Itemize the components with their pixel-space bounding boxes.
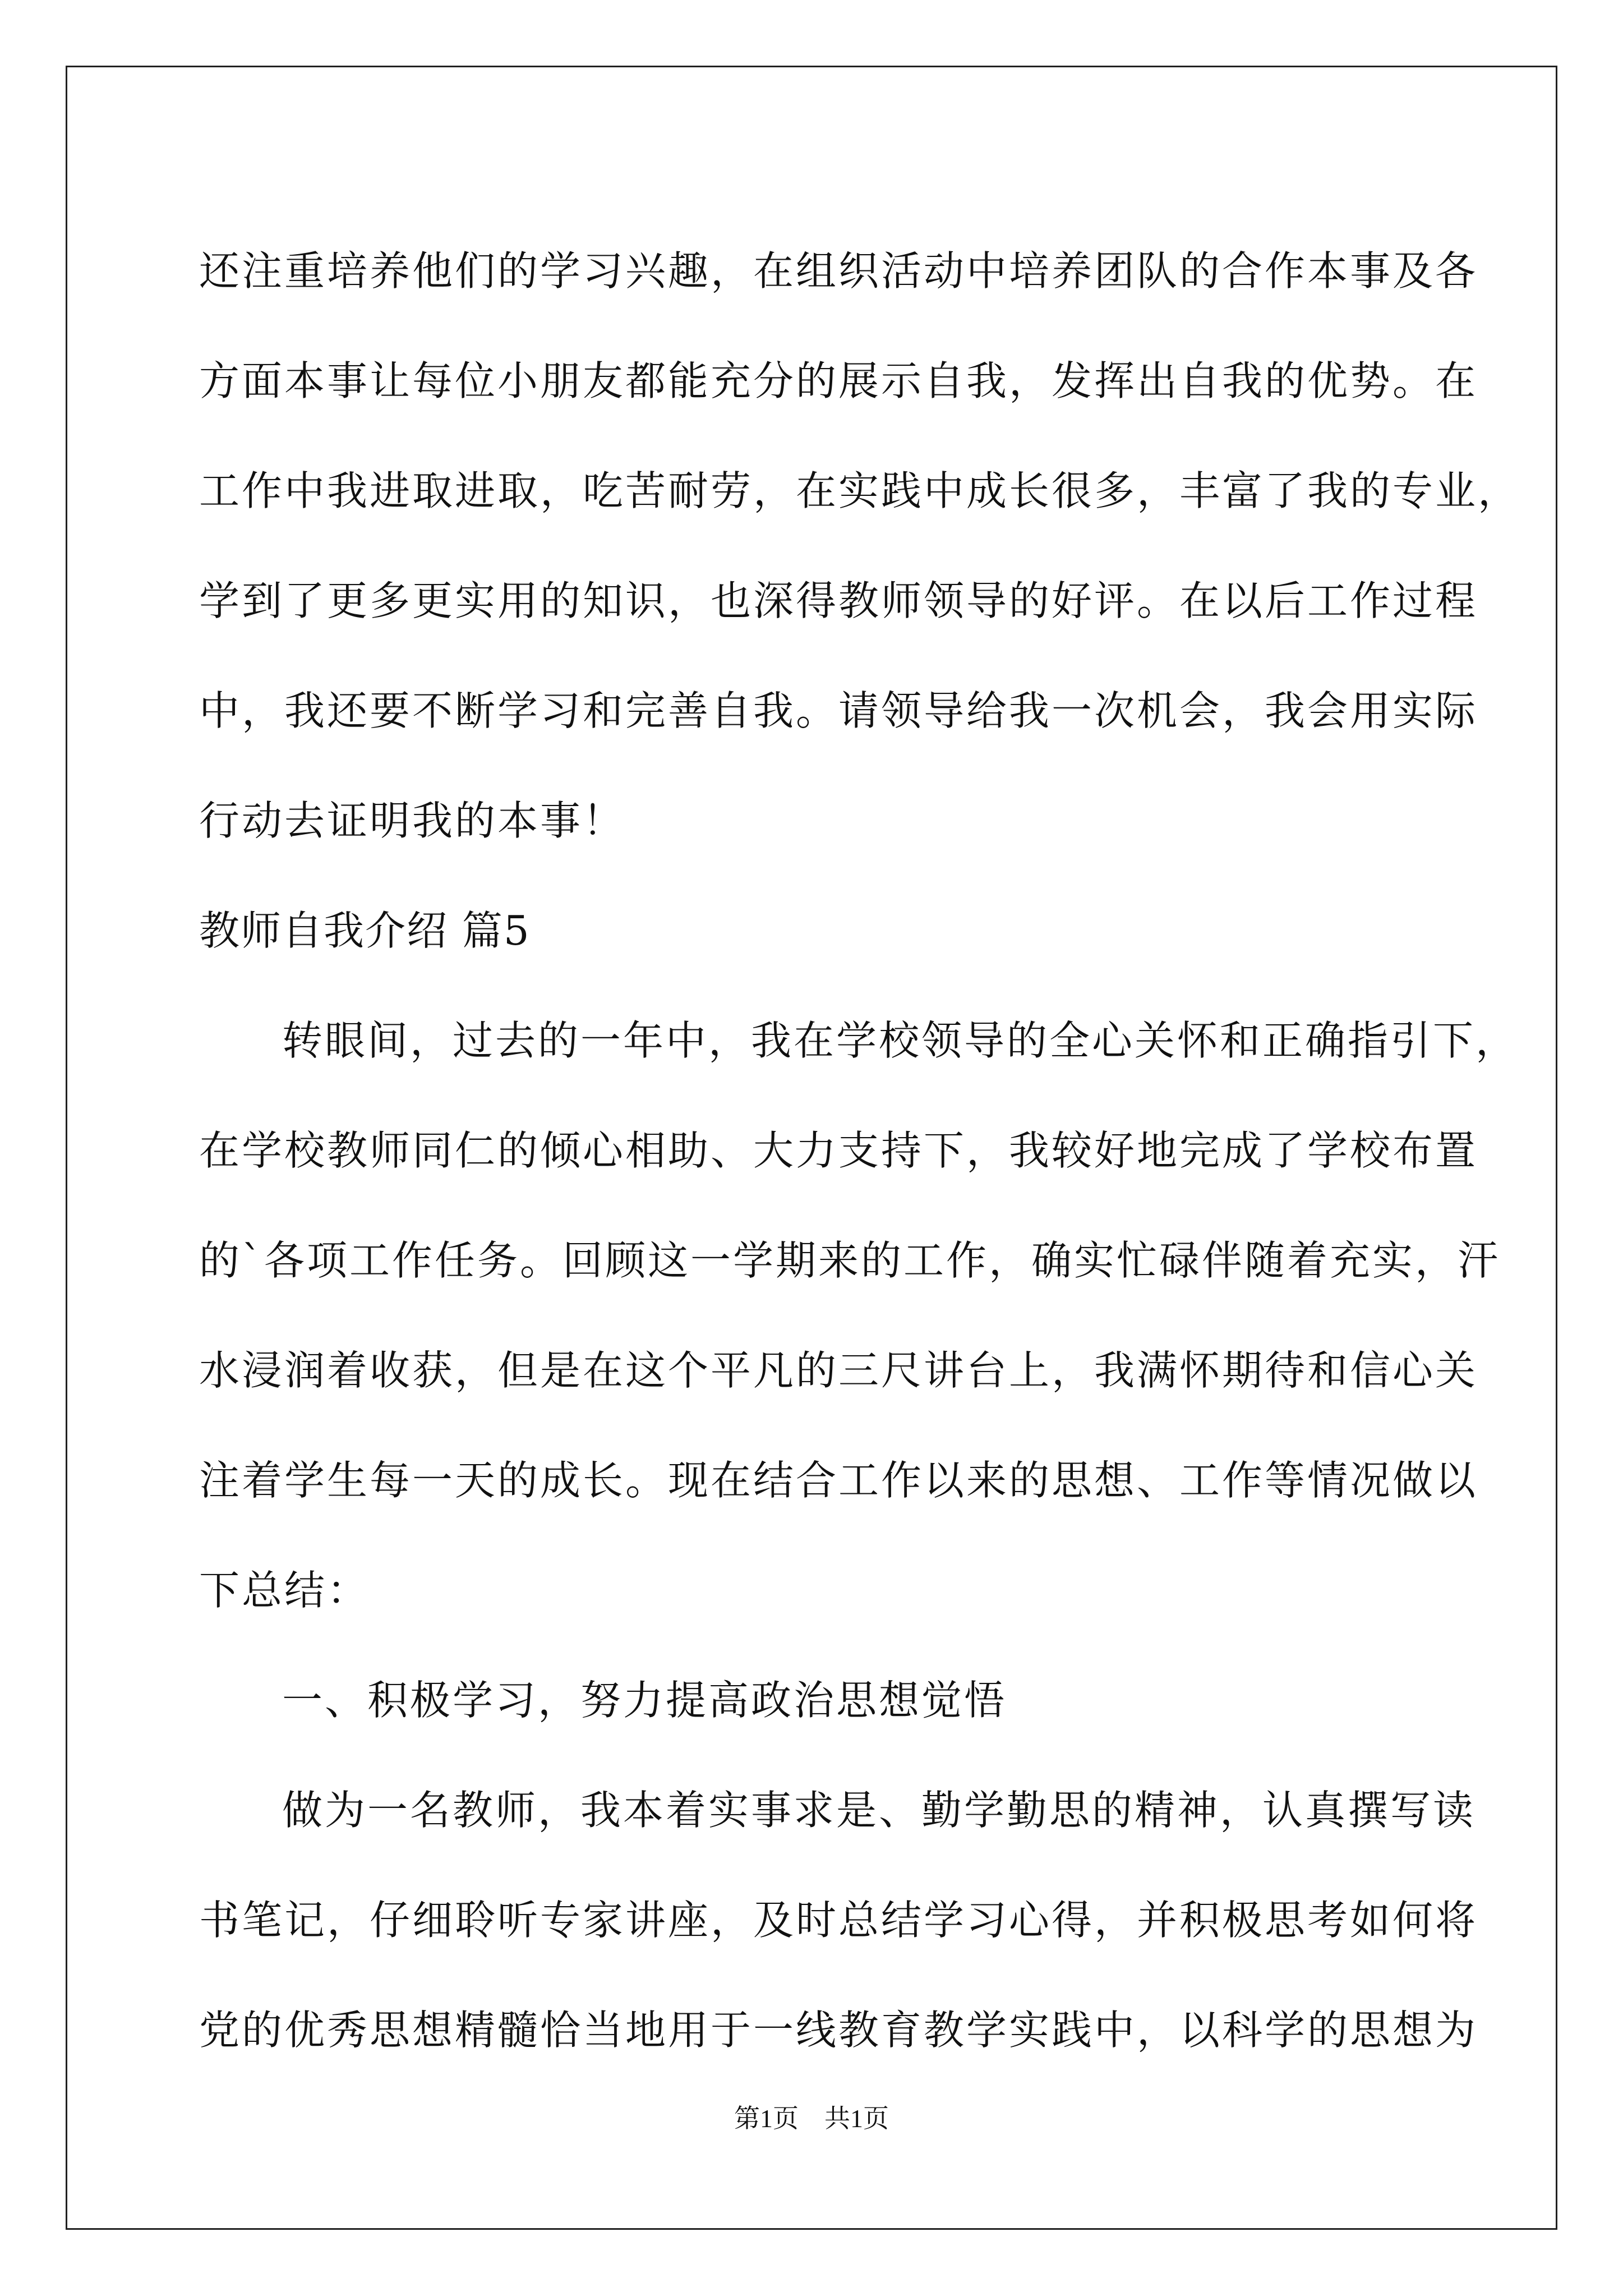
page-number: 第1页 共1页 [734, 2104, 889, 2133]
subsection-heading: 一、积极学习，努力提高政治思想觉悟 [282, 1677, 1007, 1724]
text-line: 下总结： [199, 1567, 370, 1614]
text-line: 在学校教师同仁的倾心相助、大力支持下，我较好地完成了学校布置 [199, 1127, 1478, 1174]
text-line: 转眼间，过去的一年中，我在学校领导的全心关怀和正确指引下， [282, 1017, 1519, 1064]
text-line: 工作中我进取进取，吃苦耐劳，在实践中成长很多，丰富了我的专业， [199, 467, 1521, 514]
text-line: 书笔记，仔细聆听专家讲座，及时总结学习心得，并积极思考如何将 [199, 1897, 1478, 1944]
page-footer [0, 2098, 1623, 2135]
text-line: 学到了更多更实用的知识，也深得教师领导的好评。在以后工作过程 [199, 577, 1478, 624]
text-line: 水浸润着收获，但是在这个平凡的三尺讲台上，我满怀期待和信心关 [199, 1347, 1478, 1394]
text-line: 注着学生每一天的成长。现在结合工作以来的思想、工作等情况做以 [199, 1457, 1478, 1504]
text-line: 党的优秀思想精髓恰当地用于一线教育教学实践中，以科学的思想为 [199, 2007, 1478, 2054]
text-line: 的`各项工作任务。回顾这一学期来的工作，确实忙碌伴随着充实，汗 [199, 1237, 1501, 1284]
text-line: 做为一名教师，我本着实事求是、勤学勤思的精神，认真撰写读 [282, 1787, 1476, 1834]
text-line: 中，我还要不断学习和完善自我。请领导给我一次机会，我会用实际 [199, 687, 1478, 734]
document-body [199, 216, 1521, 2085]
text-line: 方面本事让每位小朋友都能充分的展示自我，发挥出自我的优势。在 [199, 357, 1478, 404]
section-heading: 教师自我介绍 篇5 [199, 907, 531, 954]
text-line: 行动去证明我的本事！ [199, 797, 626, 844]
text-line: 还注重培养他们的学习兴趣，在组织活动中培养团队的合作本事及各 [199, 247, 1478, 295]
